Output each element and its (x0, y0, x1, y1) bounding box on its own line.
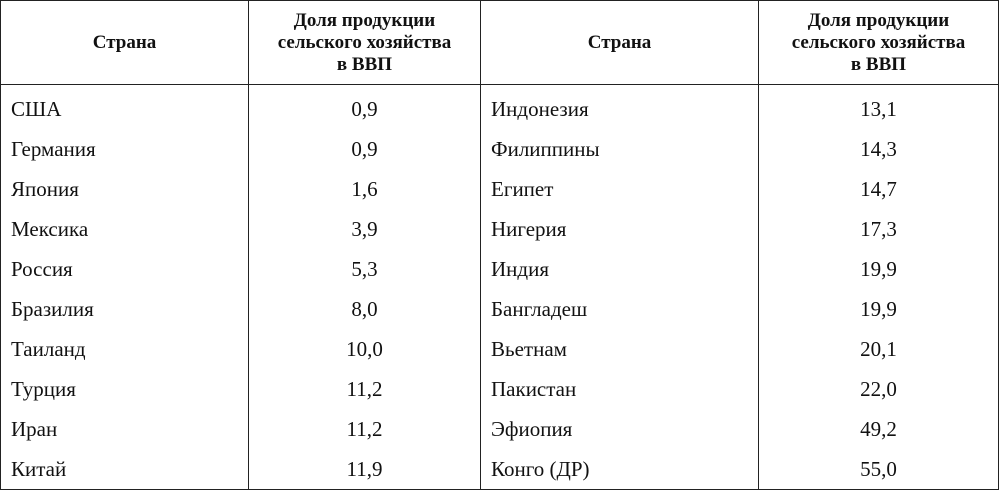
country-right-cell: Пакистан (481, 369, 759, 409)
table-row (1, 209, 999, 249)
header-country-left-label: Страна (92, 31, 157, 53)
header-share-left-line3: в ВВП (336, 53, 393, 75)
country-left-cell: Россия (1, 249, 249, 289)
share-left-cell: 10,0 (249, 329, 481, 369)
table-row (1, 169, 999, 209)
country-right-cell: Бангладеш (481, 289, 759, 329)
share-right-cell: 20,1 (759, 329, 999, 369)
share-left-cell: 11,2 (249, 369, 481, 409)
table-row (1, 289, 999, 329)
table-header-row (1, 1, 999, 85)
header-share-left-line2: сельского хозяйства (277, 31, 452, 53)
header-share-left-line1: Доля продукции (293, 9, 436, 31)
country-left-cell: Таиланд (1, 329, 249, 369)
share-right-cell: 14,7 (759, 169, 999, 209)
header-share-right-line1: Доля продукции (807, 9, 950, 31)
country-right-cell: Индонезия (481, 85, 759, 130)
country-right-cell: Египет (481, 169, 759, 209)
share-right-cell: 19,9 (759, 249, 999, 289)
country-left-cell: Япония (1, 169, 249, 209)
header-share-left (249, 1, 481, 85)
share-right-cell: 17,3 (759, 209, 999, 249)
table-row (1, 329, 999, 369)
share-right-cell: 13,1 (759, 85, 999, 130)
table-row (1, 449, 999, 490)
share-left-cell: 0,9 (249, 85, 481, 130)
table-row (1, 409, 999, 449)
share-right-cell: 55,0 (759, 449, 999, 490)
share-left-cell: 8,0 (249, 289, 481, 329)
share-left-cell: 11,2 (249, 409, 481, 449)
country-right-cell: Филиппины (481, 129, 759, 169)
header-country-left (1, 1, 249, 85)
table-row (1, 129, 999, 169)
country-left-cell: Иран (1, 409, 249, 449)
header-country-right (481, 1, 759, 85)
country-left-cell: Германия (1, 129, 249, 169)
share-left-cell: 0,9 (249, 129, 481, 169)
share-right-cell: 14,3 (759, 129, 999, 169)
header-share-right-line3: в ВВП (850, 53, 907, 75)
country-right-cell: Нигерия (481, 209, 759, 249)
country-right-cell: Вьетнам (481, 329, 759, 369)
country-left-cell: Мексика (1, 209, 249, 249)
share-left-cell: 1,6 (249, 169, 481, 209)
table-row (1, 369, 999, 409)
share-right-cell: 19,9 (759, 289, 999, 329)
header-share-right-line2: сельского хозяйства (791, 31, 966, 53)
country-right-cell: Индия (481, 249, 759, 289)
table-row (1, 85, 999, 130)
share-right-cell: 49,2 (759, 409, 999, 449)
share-left-cell: 3,9 (249, 209, 481, 249)
country-right-cell: Конго (ДР) (481, 449, 759, 490)
country-left-cell: Китай (1, 449, 249, 490)
country-right-cell: Эфиопия (481, 409, 759, 449)
country-left-cell: США (1, 85, 249, 130)
table-row (1, 249, 999, 289)
country-left-cell: Турция (1, 369, 249, 409)
share-left-cell: 5,3 (249, 249, 481, 289)
header-share-right (759, 1, 999, 85)
share-right-cell: 22,0 (759, 369, 999, 409)
header-country-right-label: Страна (587, 31, 652, 53)
share-left-cell: 11,9 (249, 449, 481, 490)
country-left-cell: Бразилия (1, 289, 249, 329)
